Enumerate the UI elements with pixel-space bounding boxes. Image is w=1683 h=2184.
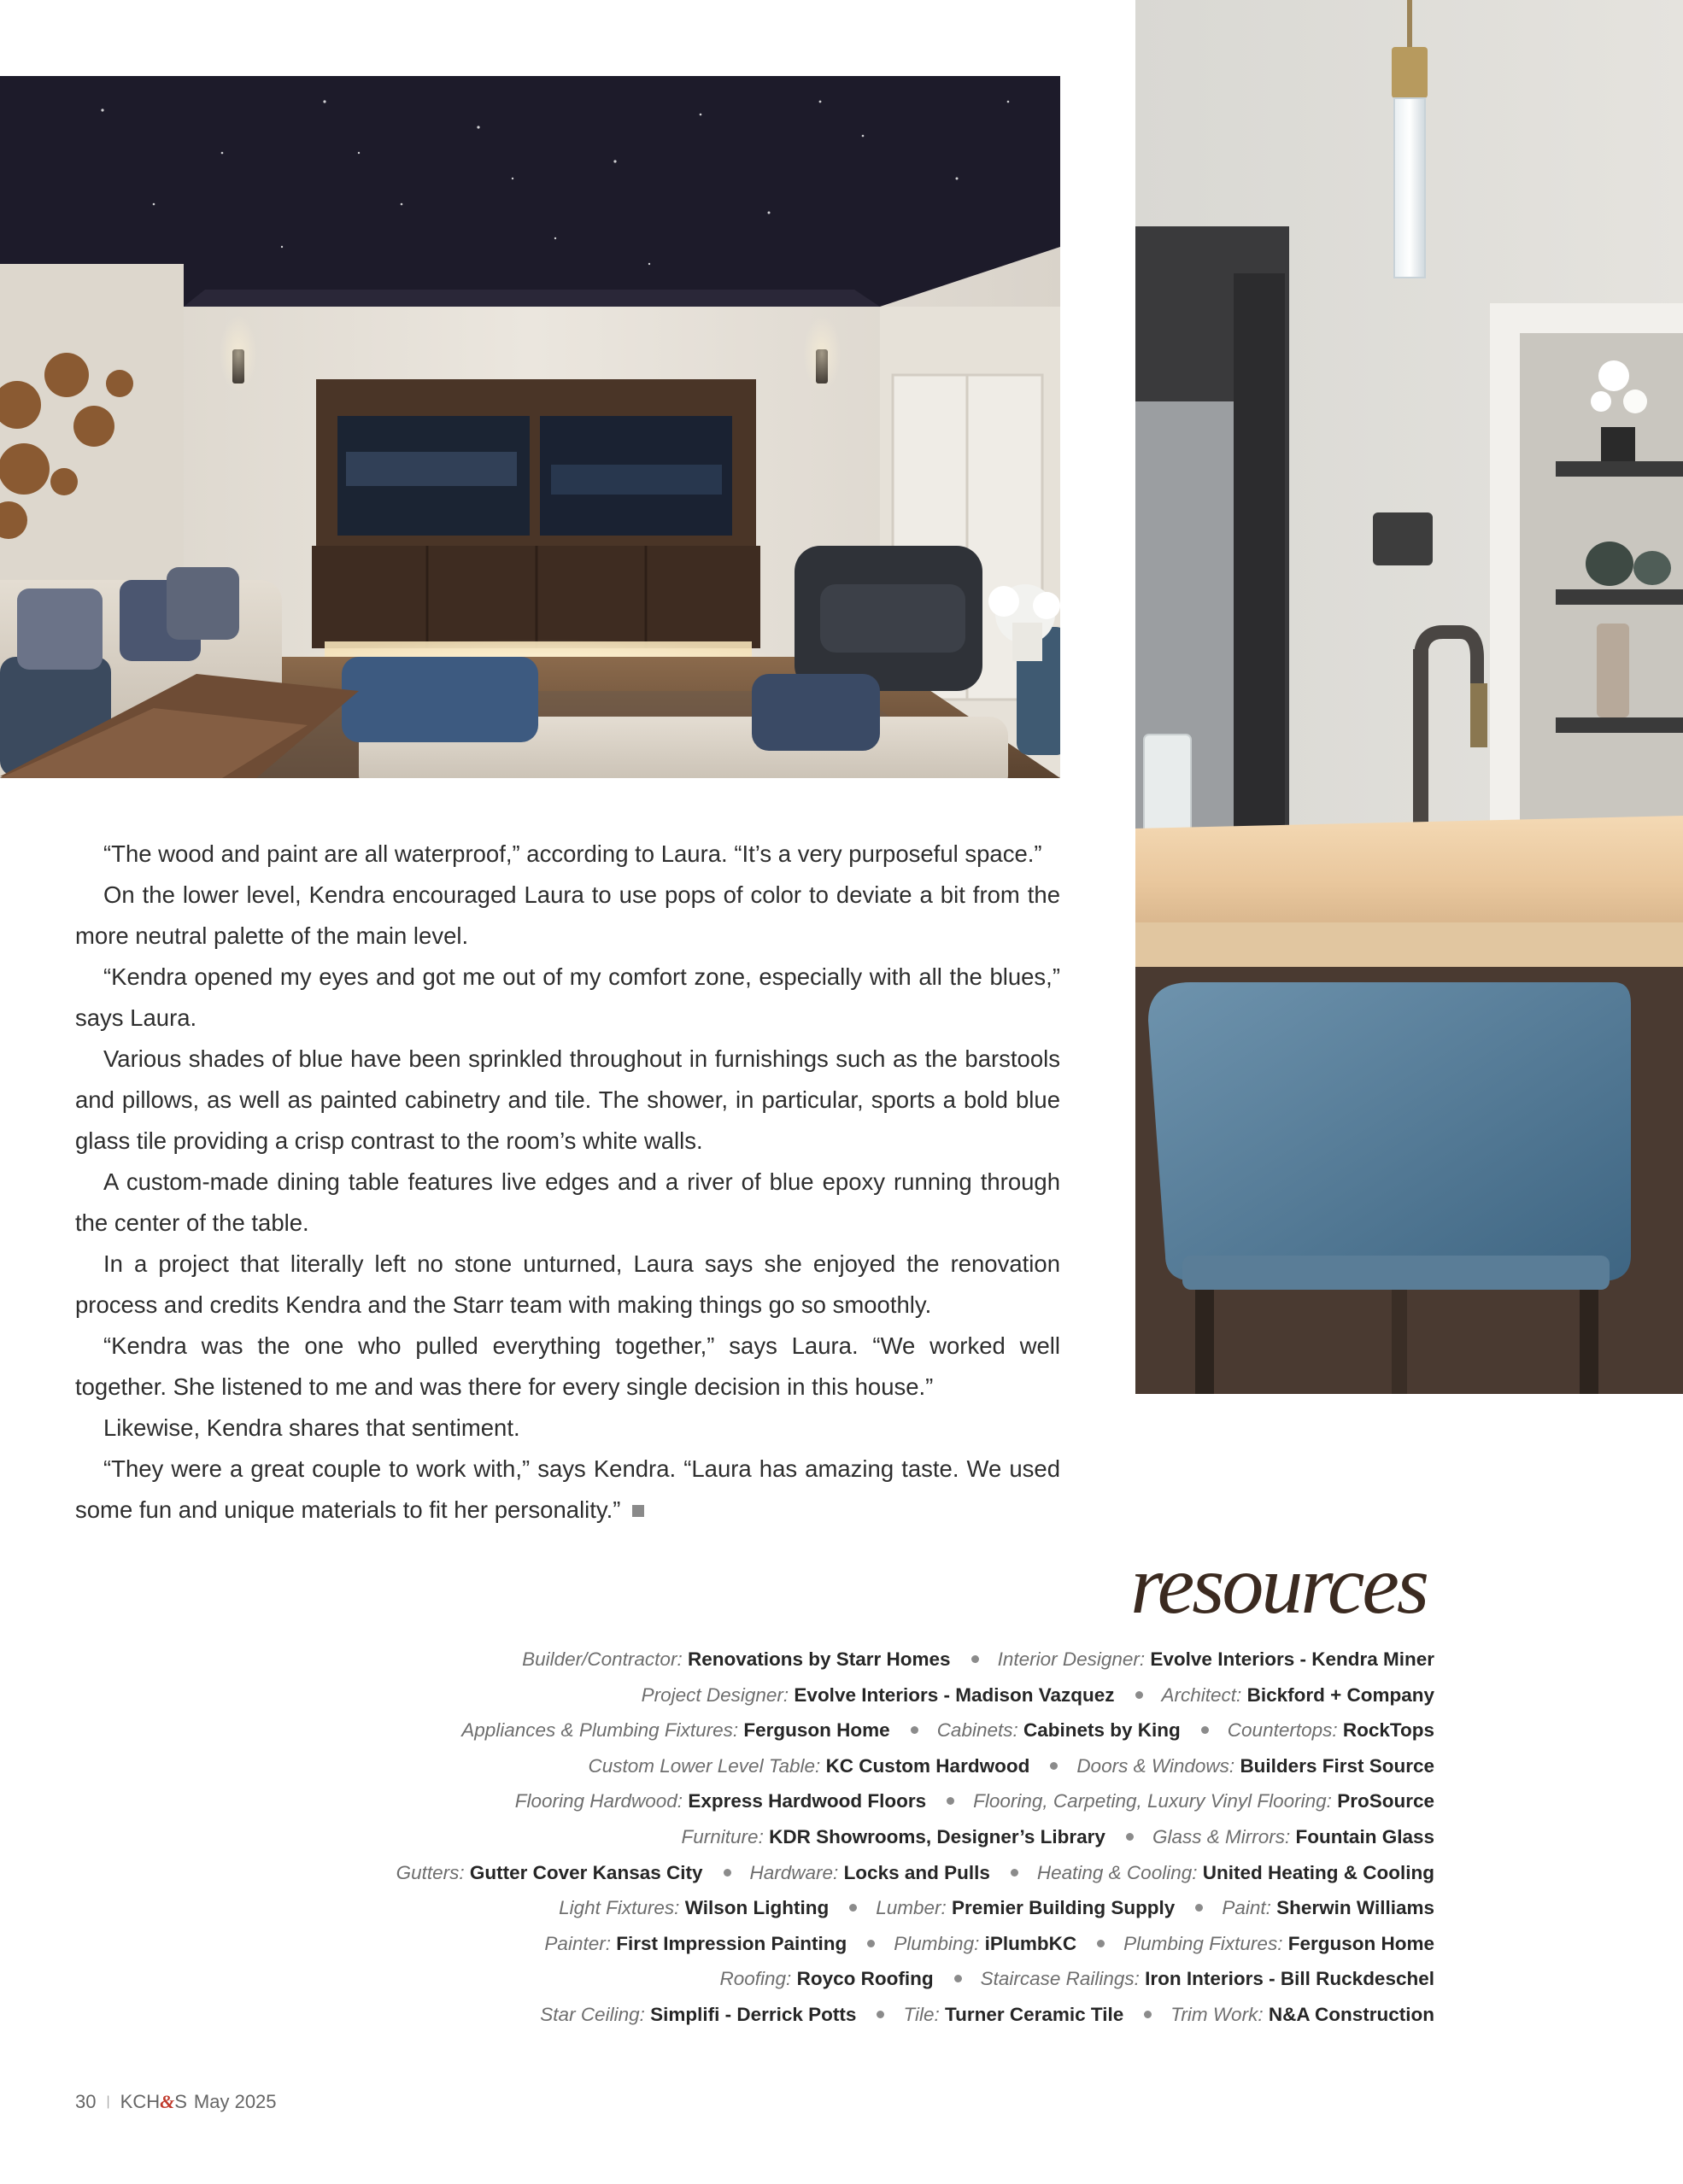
resource-role: Furniture: bbox=[681, 1825, 764, 1847]
resources-line bbox=[324, 1713, 1434, 1748]
kitchen-bar-illustration bbox=[1135, 0, 1683, 1394]
resource-role: Painter: bbox=[544, 1932, 611, 1954]
resource-role: Plumbing Fixtures: bbox=[1123, 1932, 1283, 1954]
bullet-separator-icon bbox=[971, 1655, 979, 1663]
end-of-article-mark bbox=[632, 1505, 644, 1517]
resource-role: Staircase Railings: bbox=[980, 1968, 1140, 1990]
home-theater-photo bbox=[0, 76, 1060, 778]
resource-vendor: Ferguson Home bbox=[1287, 1932, 1434, 1954]
bullet-separator-icon bbox=[849, 1904, 857, 1912]
resource-vendor: Ferguson Home bbox=[743, 1719, 890, 1742]
resources-line bbox=[324, 1890, 1434, 1926]
article-paragraph: Likewise, Kendra shares that sentiment. bbox=[103, 1414, 520, 1441]
resource-vendor: Premier Building Supply bbox=[952, 1897, 1176, 1919]
resource-vendor: Renovations by Starr Homes bbox=[687, 1648, 951, 1670]
resource-role: Custom Lower Level Table: bbox=[588, 1754, 821, 1777]
resource-role: Lumber: bbox=[876, 1897, 947, 1919]
resource-vendor: Wilson Lighting bbox=[684, 1897, 830, 1919]
issue-date: May 2025 bbox=[193, 2091, 277, 2112]
page-footer bbox=[75, 2091, 277, 2113]
bullet-separator-icon bbox=[877, 2011, 884, 2018]
resources-line bbox=[324, 1748, 1434, 1784]
resource-role: Glass & Mirrors: bbox=[1152, 1825, 1291, 1847]
resource-vendor: United Heating & Cooling bbox=[1202, 1861, 1434, 1883]
bullet-separator-icon bbox=[1135, 1691, 1143, 1699]
resources-title-text: resources bbox=[1130, 1539, 1427, 1631]
resource-role: Trim Work: bbox=[1170, 2003, 1264, 2025]
article-body bbox=[75, 834, 1060, 1531]
page-number: 30 bbox=[75, 2091, 97, 2112]
resource-role: Interior Designer: bbox=[997, 1648, 1146, 1670]
resource-vendor: Simplifi - Derrick Potts bbox=[650, 2003, 857, 2025]
resource-vendor: Builders First Source bbox=[1240, 1754, 1434, 1777]
article-paragraph: In a project that literally left no stone unturned, Laura says she enjoyed the renovation process and credits Kendra and the Starr team with making things go so smoothly. bbox=[75, 1250, 1060, 1318]
resources-line bbox=[324, 1642, 1434, 1678]
bullet-separator-icon bbox=[724, 1869, 731, 1877]
magazine-suffix: S bbox=[174, 2091, 187, 2112]
resources-line bbox=[324, 1678, 1434, 1713]
bullet-separator-icon bbox=[1011, 1869, 1018, 1877]
resource-role: Builder/Contractor: bbox=[522, 1648, 683, 1670]
bullet-separator-icon bbox=[1144, 2011, 1152, 2018]
article-paragraph: On the lower level, Kendra encouraged Laura to use pops of color to deviate a bit from the more neutral palette of the main level. bbox=[75, 881, 1060, 949]
resource-vendor: Royco Roofing bbox=[796, 1968, 934, 1990]
bullet-separator-icon bbox=[947, 1797, 954, 1805]
resources-line bbox=[324, 1819, 1434, 1855]
resource-vendor: KDR Showrooms, Designer’s Library bbox=[769, 1825, 1105, 1847]
resources-line bbox=[324, 1997, 1434, 2033]
magazine-ampersand-logo: & bbox=[160, 2091, 175, 2112]
article-paragraph: “The wood and paint are all waterproof,” according to Laura. “It’s a very purposeful space.” bbox=[103, 840, 1042, 867]
resource-role: Doors & Windows: bbox=[1076, 1754, 1235, 1777]
bullet-separator-icon bbox=[911, 1726, 918, 1734]
resource-role: Star Ceiling: bbox=[540, 2003, 645, 2025]
bullet-separator-icon bbox=[1201, 1726, 1209, 1734]
bullet-separator-icon bbox=[867, 1940, 875, 1947]
resource-vendor: iPlumbKC bbox=[984, 1932, 1077, 1954]
bullet-separator-icon bbox=[954, 1975, 962, 1982]
resource-vendor: Gutter Cover Kansas City bbox=[469, 1861, 703, 1883]
resources-script-title bbox=[1008, 1537, 1435, 1631]
resources-heading bbox=[1008, 1537, 1435, 1631]
resource-vendor: Express Hardwood Floors bbox=[688, 1790, 927, 1812]
bullet-separator-icon bbox=[1126, 1833, 1134, 1841]
resource-vendor: Sherwin Williams bbox=[1276, 1897, 1434, 1919]
resource-vendor: Evolve Interiors - Kendra Miner bbox=[1150, 1648, 1434, 1670]
home-theater-illustration bbox=[0, 76, 1060, 778]
resource-vendor: ProSource bbox=[1337, 1790, 1434, 1812]
resource-role: Paint: bbox=[1222, 1897, 1271, 1919]
resource-role: Countertops: bbox=[1227, 1719, 1338, 1742]
article-paragraph-text: “They were a great couple to work with,” says Kendra. “Laura has amazing taste. We used some fun and unique materials to fit her personality.” bbox=[75, 1455, 1060, 1523]
resource-role: Flooring Hardwood: bbox=[514, 1790, 683, 1812]
magazine-name bbox=[120, 2091, 187, 2113]
resource-vendor: Locks and Pulls bbox=[843, 1861, 990, 1883]
resource-role: Gutters: bbox=[396, 1861, 465, 1883]
resource-role: Architect: bbox=[1161, 1683, 1242, 1706]
resource-vendor: Turner Ceramic Tile bbox=[945, 2003, 1124, 2025]
resources-line bbox=[324, 1855, 1434, 1891]
article-paragraph: “Kendra opened my eyes and got me out of my comfort zone, especially with all the blues,” says Laura. bbox=[75, 963, 1060, 1031]
resource-role: Hardware: bbox=[749, 1861, 839, 1883]
resources-line bbox=[324, 1961, 1434, 1997]
resource-role: Project Designer: bbox=[641, 1683, 789, 1706]
bullet-separator-icon bbox=[1097, 1940, 1105, 1947]
article-paragraph: A custom-made dining table features live edges and a river of blue epoxy running through the center of the table. bbox=[75, 1168, 1060, 1236]
resource-vendor: N&A Construction bbox=[1268, 2003, 1434, 2025]
resources-list bbox=[324, 1642, 1434, 2033]
article-paragraph: Various shades of blue have been sprinkled throughout in furnishings such as the barstools and pillows, as well as painted cabinetry and tile. The shower, in particular, sports a bold blue glass tile providing a crisp contrast to the room’s white walls. bbox=[75, 1045, 1060, 1154]
resource-role: Tile: bbox=[903, 2003, 940, 2025]
magazine-prefix: KCH bbox=[120, 2091, 161, 2112]
resources-line bbox=[324, 1783, 1434, 1819]
article-paragraph-last bbox=[75, 1449, 1060, 1531]
resource-vendor: Evolve Interiors - Madison Vazquez bbox=[794, 1683, 1115, 1706]
resource-vendor: KC Custom Hardwood bbox=[825, 1754, 1030, 1777]
resource-vendor: Bickford + Company bbox=[1246, 1683, 1434, 1706]
resource-role: Appliances & Plumbing Fixtures: bbox=[461, 1719, 739, 1742]
resource-role: Flooring, Carpeting, Luxury Vinyl Flooring: bbox=[973, 1790, 1332, 1812]
resource-vendor: Cabinets by King bbox=[1023, 1719, 1181, 1742]
resources-line bbox=[324, 1926, 1434, 1962]
resource-vendor: RockTops bbox=[1342, 1719, 1434, 1742]
resource-role: Light Fixtures: bbox=[559, 1897, 680, 1919]
footer-divider: | bbox=[106, 2094, 110, 2109]
resource-role: Roofing: bbox=[719, 1968, 792, 1990]
kitchen-bar-photo bbox=[1135, 0, 1683, 1394]
bullet-separator-icon bbox=[1050, 1762, 1058, 1770]
resource-role: Heating & Cooling: bbox=[1036, 1861, 1198, 1883]
resource-role: Plumbing: bbox=[894, 1932, 980, 1954]
resource-vendor: Fountain Glass bbox=[1295, 1825, 1434, 1847]
resource-vendor: Iron Interiors - Bill Ruckdeschel bbox=[1145, 1968, 1434, 1990]
bullet-separator-icon bbox=[1195, 1904, 1203, 1912]
article-paragraph: “Kendra was the one who pulled everything together,” says Laura. “We worked well together. She listened to me and was there for every single decision in this house.” bbox=[75, 1332, 1060, 1400]
resource-vendor: First Impression Painting bbox=[616, 1932, 847, 1954]
resource-role: Cabinets: bbox=[936, 1719, 1018, 1742]
